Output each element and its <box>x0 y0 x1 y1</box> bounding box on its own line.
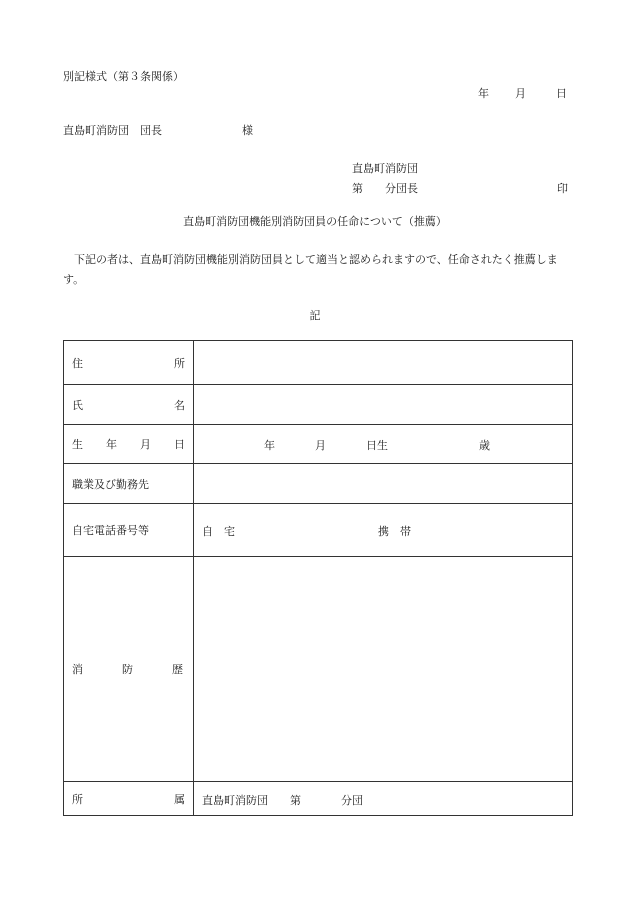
sender-position: 分団長 <box>385 182 418 195</box>
affiliation-ordinal: 第 <box>290 793 301 807</box>
birth-year: 年 <box>264 439 275 452</box>
job-label: 職業及び勤務先 <box>64 464 194 504</box>
phone-value[interactable] <box>194 504 573 557</box>
affiliation-value[interactable] <box>194 782 573 816</box>
affiliation-label: 所 属 <box>64 782 194 816</box>
address-value[interactable] <box>194 341 573 385</box>
birth-month: 月 <box>315 439 326 452</box>
address-label: 住 所 <box>64 341 194 385</box>
date-year: 年 <box>478 87 489 100</box>
phone-mobile-label: 携 帯 <box>378 525 411 538</box>
date-line <box>478 85 567 101</box>
birth-value[interactable] <box>194 425 573 464</box>
birth-label: 生 年 月 日 <box>64 425 194 464</box>
sender-position-line <box>352 180 568 196</box>
history-label: 消 防 歴 <box>64 557 194 782</box>
row-affiliation <box>64 782 573 816</box>
birth-day: 日生 <box>366 439 388 452</box>
age: 歳 <box>479 439 490 452</box>
date-month: 月 <box>515 87 526 100</box>
row-address <box>64 341 573 385</box>
row-history <box>64 557 573 782</box>
addressee <box>63 122 253 138</box>
name-value[interactable] <box>194 385 573 425</box>
ki-heading: 記 <box>309 309 321 322</box>
recommendation-table <box>63 340 573 816</box>
row-birth <box>64 425 573 464</box>
job-value[interactable] <box>194 464 573 504</box>
row-job <box>64 464 573 504</box>
sender-ordinal: 第 <box>352 182 363 195</box>
history-value[interactable] <box>194 557 573 782</box>
row-name <box>64 385 573 425</box>
seal-mark: 印 <box>557 182 568 195</box>
sender-org: 直島町消防団 <box>352 162 418 175</box>
form-label: 別記様式（第３条関係） <box>63 70 184 83</box>
addressee-title: 直島町消防団 団長 <box>63 124 162 137</box>
body-text: 下記の者は、直島町消防団機能別消防団員として適当と認められますので、任命されたく推薦します。 <box>63 253 558 286</box>
name-label: 氏 名 <box>64 385 194 425</box>
phone-home-label: 自 宅 <box>202 525 235 538</box>
row-phone <box>64 504 573 557</box>
phone-label: 自宅電話番号等 <box>64 504 194 557</box>
date-day: 日 <box>556 87 567 100</box>
affiliation-org: 直島町消防団 <box>202 793 268 807</box>
document-title: 直島町消防団機能別消防団員の任命について（推薦） <box>183 215 447 228</box>
affiliation-unit: 分団 <box>341 793 363 807</box>
addressee-honorific: 様 <box>242 124 253 137</box>
